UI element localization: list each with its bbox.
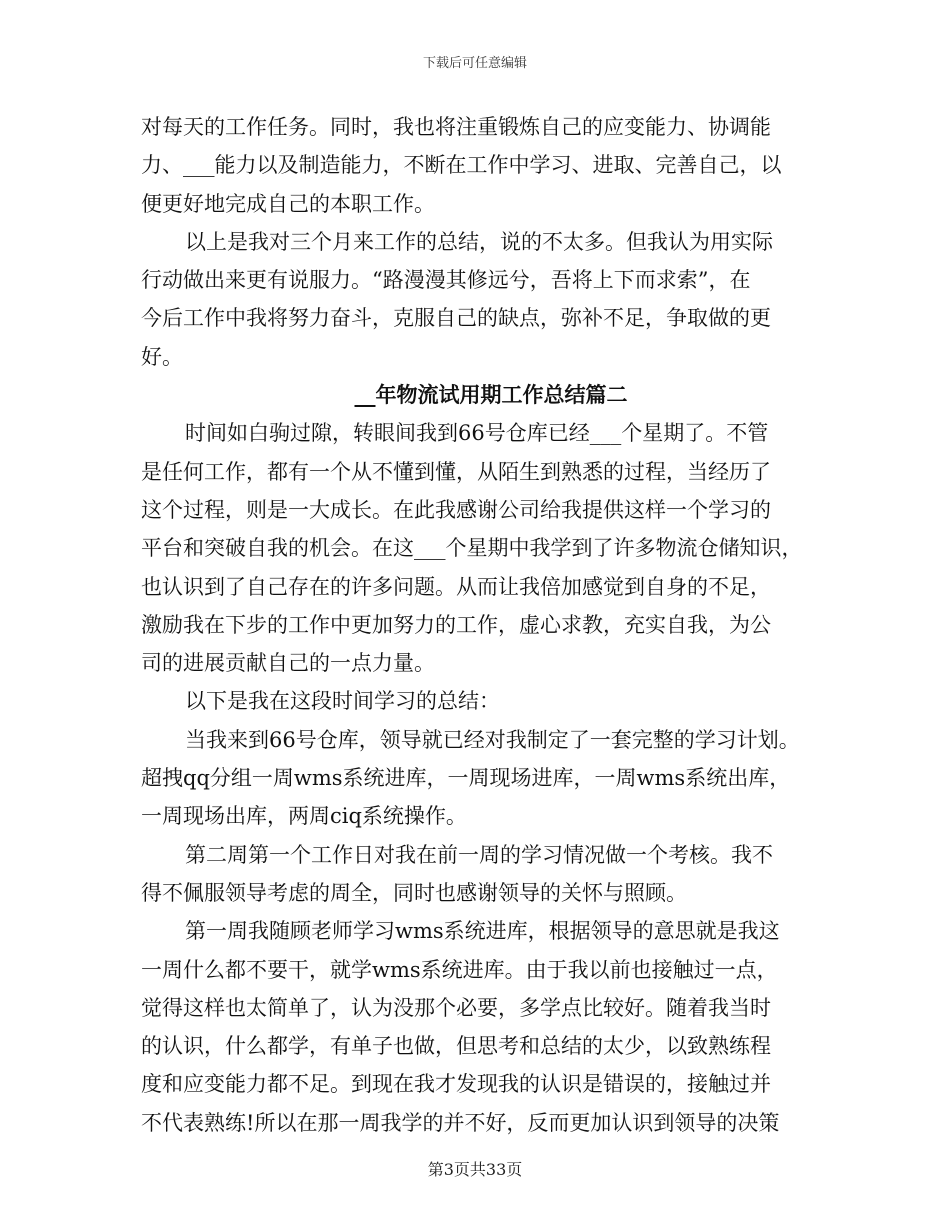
text-line: 是任何工作，都有一个从不懂到懂，从陌生到熟悉的过程，当经历了 (141, 459, 771, 484)
text-line: 超拽qq分组一周wms系统进库，一周现场进库，一周wms系统出库， (141, 766, 791, 791)
text-line: 以下是我在这段时间学习的总结： (185, 689, 500, 714)
text-line: 一周什么都不要干，就学wms系统进库。由于我以前也接触过一点， (141, 957, 778, 982)
text-line: 今后工作中我将努力奋斗，克服自己的缺点，弥补不足，争取做的更 (141, 306, 771, 331)
text-line: 觉得这样也太简单了，认为没那个必要，多学点比较好。随着我当时 (141, 995, 771, 1020)
text-line: 以上是我对三个月来工作的总结，说的不太多。但我认为用实际 (185, 229, 773, 254)
text-line: 时间如白驹过隙，转眼间我到66号仓库已经___个星期了。不管 (185, 421, 769, 446)
text-line: 平台和突破自我的机会。在这___个星期中我学到了许多物流仓储知识， (141, 536, 803, 561)
document-body (141, 108, 821, 1142)
text-line: 司的进展贡献自己的一点力量。 (141, 651, 435, 676)
text-line: 行动做出来更有说服力。“路漫漫其修远兮，吾将上下而求索”，在 (141, 268, 751, 293)
section-heading: __年物流试用期工作总结篇二 (354, 382, 628, 408)
text-line: 这个过程，则是一大成长。在此我感谢公司给我提供这样一个学习的 (141, 497, 771, 522)
text-line: 的认识，什么都学，有单子也做，但思考和总结的太少，以致熟练程 (141, 1034, 771, 1059)
text-line: 好。 (141, 344, 183, 369)
text-line: 便更好地完成自己的本职工作。 (141, 191, 435, 216)
text-line: 得不佩服领导考虑的周全，同时也感谢领导的关怀与照顾。 (141, 880, 687, 905)
page-header: 下载后可任意编辑 (422, 56, 527, 71)
text-line: 一周现场出库，两周ciq系统操作。 (141, 804, 467, 829)
text-line: 不代表熟练!所以在那一周我学的并不好，反而更加认识到领导的决策 (141, 1110, 780, 1135)
text-line: 激励我在下步的工作中更加努力的工作，虚心求教，充实自我，为公 (141, 612, 771, 637)
page-footer: 第3页共33页 (427, 1160, 523, 1179)
text-line: 当我来到66号仓库，领导就已经对我制定了一套完整的学习计划。 (185, 727, 800, 752)
text-line: 度和应变能力都不足。到现在我才发现我的认识是错误的，接触过并 (141, 1072, 771, 1097)
text-line: 第二周第一个工作日对我在前一周的学习情况做一个考核。我不 (185, 842, 773, 867)
text-line: 也认识到了自己存在的许多问题。从而让我倍加感觉到自身的不足， (141, 574, 771, 599)
text-line: 力、___能力以及制造能力，不断在工作中学习、进取、完善自己，以 (141, 153, 782, 178)
text-line: 对每天的工作任务。同时，我也将注重锻炼自己的应变能力、协调能 (141, 115, 771, 139)
text-line: 第一周我随顾老师学习wms系统进库，根据领导的意思就是我这 (185, 919, 780, 944)
